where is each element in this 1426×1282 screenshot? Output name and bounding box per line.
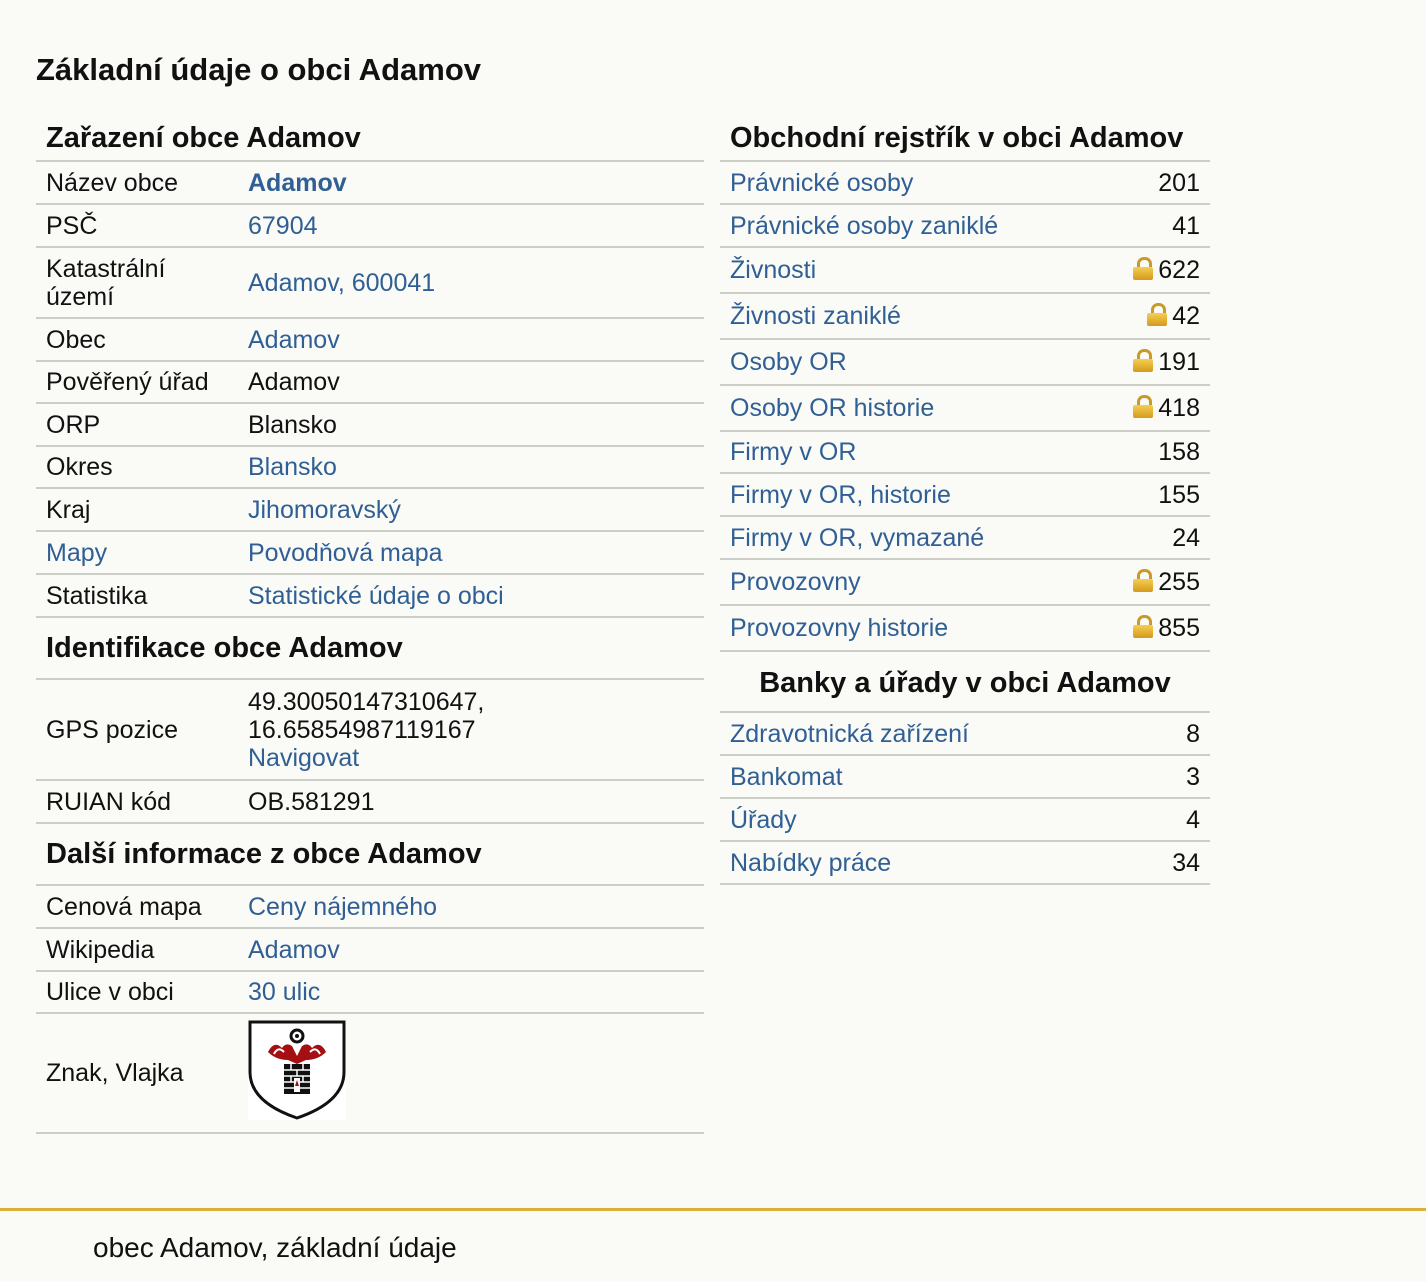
table-row [720, 293, 1210, 339]
table-row [720, 247, 1210, 293]
table-row [36, 318, 704, 361]
footer-caption: obec Adamov, základní údaje [93, 1232, 457, 1263]
atm-link[interactable]: Bankomat [730, 762, 843, 791]
okres-link[interactable]: Blansko [248, 453, 337, 481]
row-count: 855 [1158, 614, 1200, 642]
row-count: 622 [1158, 256, 1200, 284]
row-label: Pověřený úřad [36, 361, 238, 403]
row-count: 34 [1134, 841, 1210, 884]
table-row [36, 680, 704, 780]
offices-link[interactable]: Úřady [730, 805, 797, 834]
table-row [720, 516, 1210, 559]
row-count: 4 [1134, 798, 1210, 841]
table-row [36, 204, 704, 247]
zarazeni-table [36, 162, 704, 618]
table-row [36, 488, 704, 531]
row-count: 24 [1097, 516, 1210, 559]
row-label: Cenová mapa [36, 886, 238, 928]
lock-icon [1133, 257, 1153, 279]
gps-latitude: 49.30050147310647, [248, 687, 485, 716]
section-title-banky: Banky a úřady v obci Adamov [720, 652, 1210, 713]
table-row [36, 780, 704, 823]
kraj-link[interactable]: Jihomoravský [248, 495, 401, 524]
table-row [720, 385, 1210, 431]
table-row [36, 971, 704, 1013]
defunct-legal-entities-link[interactable]: Právnické osoby zaniklé [730, 211, 999, 240]
table-row [36, 162, 704, 204]
banky-table [720, 713, 1210, 885]
psc-link[interactable]: 67904 [248, 211, 318, 240]
job-offers-link[interactable]: Nabídky práce [730, 848, 892, 877]
or-companies-history-link[interactable]: Firmy v OR, historie [730, 480, 951, 509]
row-label: Katastrální území [36, 247, 238, 318]
table-row [720, 755, 1210, 798]
table-row [36, 247, 704, 318]
dalsi-table [36, 886, 704, 1134]
ruian-code: OB.581291 [238, 780, 704, 823]
section-title-zarazeni: Zařazení obce Adamov [36, 110, 704, 162]
row-label: PSČ [36, 204, 238, 247]
left-column [36, 110, 704, 1134]
row-count: 155 [1097, 473, 1210, 516]
health-facilities-link[interactable]: Zdravotnická zařízení [730, 719, 969, 748]
table-row [720, 339, 1210, 385]
row-label: GPS pozice [36, 680, 238, 780]
table-row [720, 162, 1210, 204]
page-title: Základní údaje o obci Adamov [36, 52, 481, 87]
row-count: 42 [1172, 302, 1200, 330]
row-count: 3 [1134, 755, 1210, 798]
legal-entities-link[interactable]: Právnické osoby [730, 168, 914, 197]
table-row [36, 928, 704, 971]
table-row [720, 559, 1210, 605]
premises-history-link[interactable]: Provozovny historie [730, 614, 949, 642]
section-title-dalsi: Další informace z obce Adamov [36, 824, 704, 886]
table-row [720, 431, 1210, 473]
footer-divider [0, 1208, 1426, 1211]
maps-link[interactable]: Mapy [46, 538, 108, 567]
row-count: 158 [1097, 431, 1210, 473]
municipality-name-link[interactable]: Adamov [248, 168, 347, 197]
section-title-identifikace: Identifikace obce Adamov [36, 618, 704, 680]
lock-icon [1133, 615, 1153, 637]
defunct-trades-link[interactable]: Živnosti zaniklé [730, 302, 901, 330]
streets-link[interactable]: 30 ulic [248, 978, 321, 1006]
lock-icon [1147, 303, 1167, 325]
lock-icon [1133, 349, 1153, 371]
row-value: Blansko [238, 403, 704, 446]
identifikace-table [36, 680, 704, 824]
table-row [720, 713, 1210, 755]
table-row [720, 473, 1210, 516]
table-row [36, 403, 704, 446]
rent-prices-link[interactable]: Ceny nájemného [248, 892, 438, 921]
section-title-rejstrik: Obchodní rejstřík v obci Adamov [720, 110, 1210, 162]
coat-of-arms-emblem[interactable] [248, 1020, 346, 1120]
row-count: 201 [1097, 162, 1210, 204]
premises-link[interactable]: Provozovny [730, 568, 861, 596]
obec-link[interactable]: Adamov [248, 325, 340, 354]
or-companies-deleted-link[interactable]: Firmy v OR, vymazané [730, 523, 985, 552]
navigate-link[interactable]: Navigovat [248, 743, 360, 772]
right-column [720, 110, 1210, 885]
row-label: Statistika [36, 574, 238, 617]
row-count: 191 [1158, 348, 1200, 376]
row-count: 255 [1158, 568, 1200, 596]
row-label: Znak, Vlajka [36, 1013, 238, 1133]
row-value: Adamov [238, 361, 704, 403]
row-label: Wikipedia [36, 928, 238, 971]
table-row [720, 841, 1210, 884]
table-row [36, 574, 704, 617]
statistics-link[interactable]: Statistické údaje o obci [248, 581, 504, 610]
table-row [36, 1013, 704, 1133]
row-label: Název obce [36, 162, 238, 204]
table-row [36, 361, 704, 403]
gps-longitude: 16.65854987119167 [248, 715, 476, 744]
row-label: Kraj [36, 488, 238, 531]
table-row [720, 204, 1210, 247]
rejstrik-table [720, 162, 1210, 652]
table-row [36, 446, 704, 488]
table-row [36, 886, 704, 928]
or-persons-history-link[interactable]: Osoby OR historie [730, 394, 935, 422]
row-label: Obec [36, 318, 238, 361]
table-row [720, 798, 1210, 841]
row-label: Okres [36, 446, 238, 488]
row-count: 418 [1158, 394, 1200, 422]
or-companies-link[interactable]: Firmy v OR [730, 438, 857, 466]
wikipedia-link[interactable]: Adamov [248, 935, 340, 964]
table-row [36, 531, 704, 574]
lock-icon [1133, 569, 1153, 591]
lock-icon [1133, 395, 1153, 417]
cadastral-area-link[interactable]: Adamov, 600041 [248, 268, 436, 297]
row-count: 41 [1097, 204, 1210, 247]
row-label: RUIAN kód [36, 780, 238, 823]
table-row [720, 605, 1210, 651]
or-persons-link[interactable]: Osoby OR [730, 348, 847, 376]
row-label: Ulice v obci [36, 971, 238, 1013]
coat-of-arms-icon [248, 1020, 346, 1120]
row-label: ORP [36, 403, 238, 446]
flood-map-link[interactable]: Povodňová mapa [248, 538, 443, 567]
trades-link[interactable]: Živnosti [730, 256, 817, 284]
row-count: 8 [1134, 713, 1210, 755]
